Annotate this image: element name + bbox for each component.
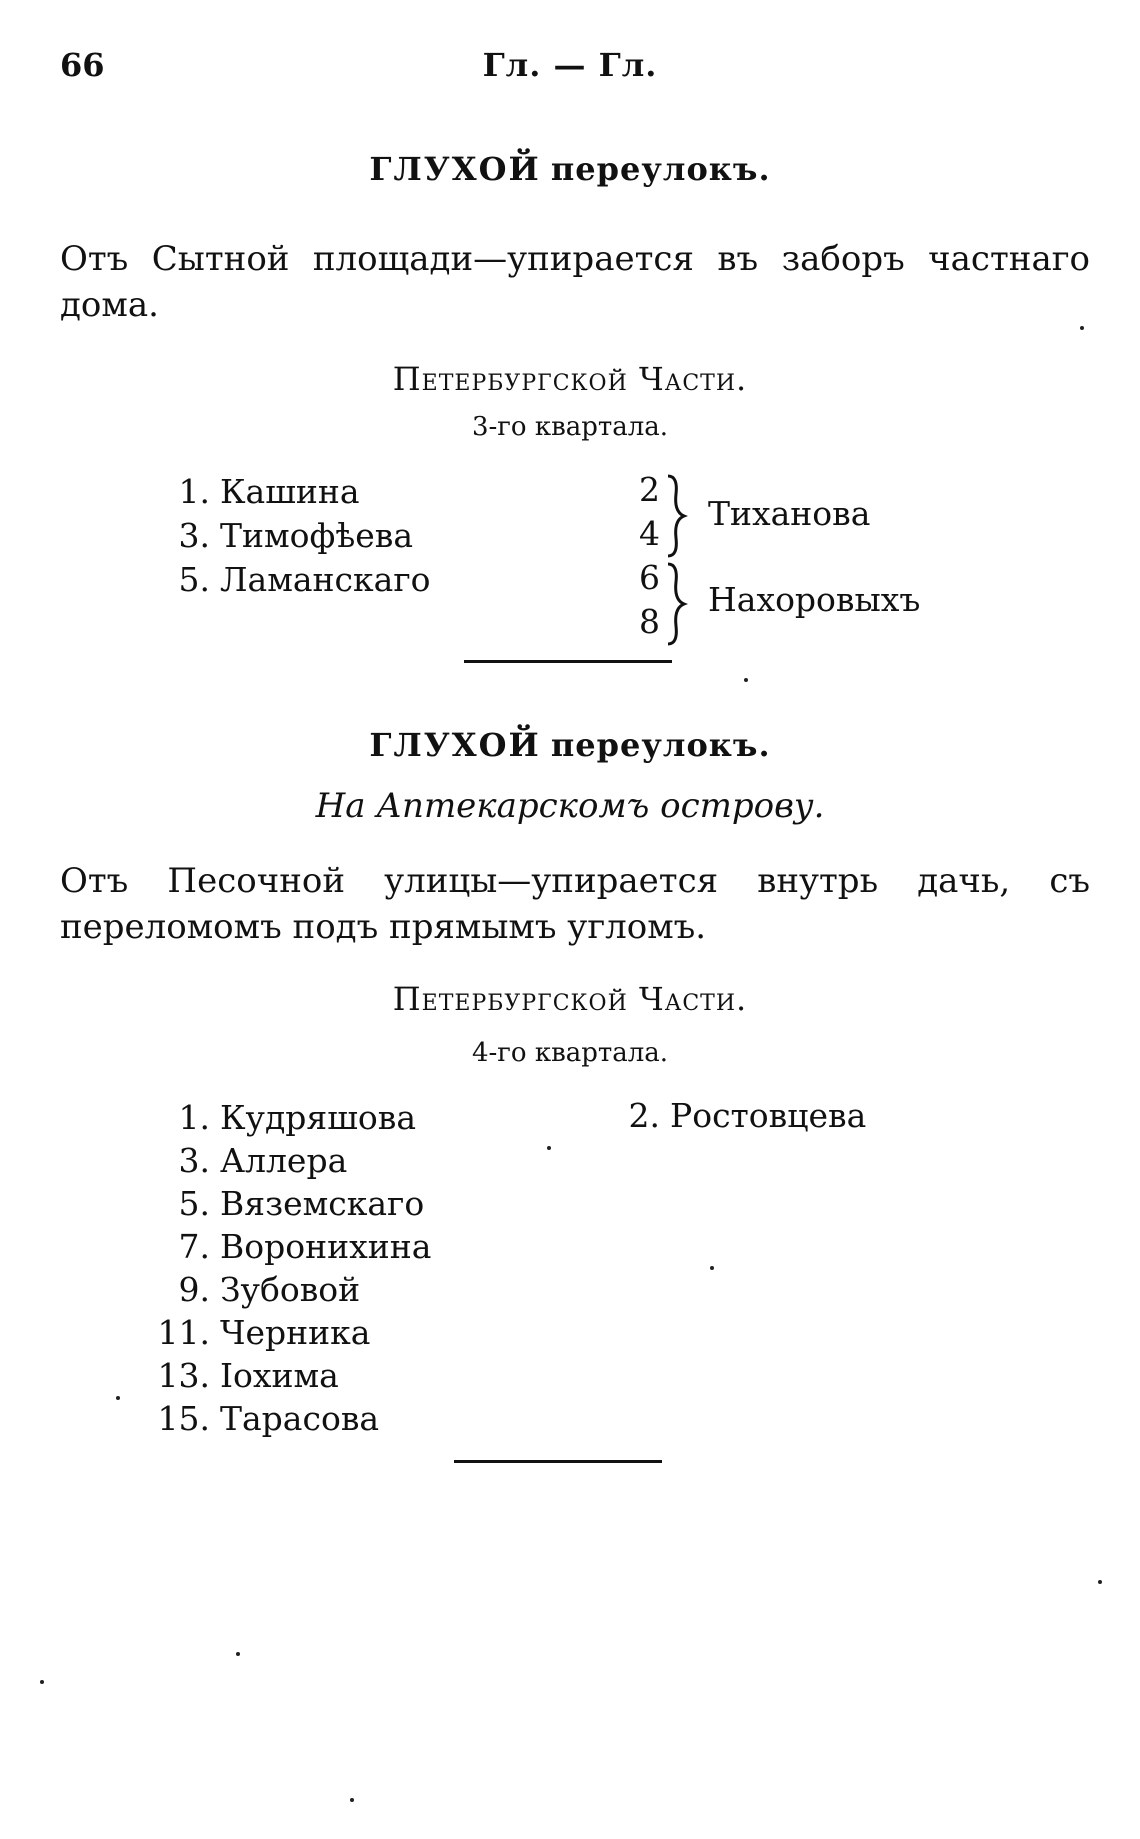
- section-2-title: [0, 726, 1140, 764]
- owner-name: Ростовцева: [670, 1096, 867, 1135]
- scan-speck: [40, 1680, 44, 1684]
- owner-name: Зубовой: [220, 1270, 361, 1309]
- list-item: [150, 560, 431, 599]
- brace-icon: [664, 562, 688, 646]
- owner-name: Кудряшова: [220, 1098, 417, 1137]
- scan-speck: [744, 678, 748, 682]
- owner-name: Вяземскаго: [220, 1184, 425, 1223]
- list-item: [150, 1227, 431, 1266]
- list-item: [150, 1141, 347, 1180]
- house-number: 2.: [628, 1096, 660, 1135]
- owner-name: Іохима: [220, 1356, 339, 1395]
- section-1-title: [0, 150, 1140, 188]
- owner-name: Черника: [220, 1313, 371, 1352]
- list-item: [150, 516, 413, 555]
- section-divider: [464, 660, 672, 663]
- house-number: 6: [639, 558, 660, 597]
- section-2-quarter: 4-го квартала.: [471, 1038, 669, 1068]
- running-head: Гл. — Гл.: [482, 46, 658, 84]
- house-number: 5.: [178, 560, 210, 599]
- house-number: 2: [639, 470, 660, 509]
- list-item: [150, 1098, 416, 1137]
- scan-speck: [350, 1798, 354, 1802]
- list-item: [616, 1096, 866, 1135]
- house-number: 9.: [178, 1270, 210, 1309]
- scan-speck: [547, 1146, 551, 1150]
- owner-name: Аллера: [220, 1141, 348, 1180]
- section-1-title-caps: ГЛУХОЙ: [369, 150, 541, 188]
- house-number: 7.: [178, 1227, 210, 1266]
- list-item: [150, 1270, 360, 1309]
- section-1-description: Отъ Сытной площади—упирается въ заборъ частнаго дома.: [60, 239, 1090, 325]
- scan-speck: [116, 1396, 120, 1400]
- house-number: 4: [639, 514, 660, 553]
- list-item: [150, 1356, 339, 1395]
- scan-speck: [1098, 1580, 1102, 1584]
- house-number: 15.: [157, 1399, 210, 1438]
- scan-speck: [236, 1652, 240, 1656]
- list-item: [150, 472, 360, 511]
- list-item: [150, 1184, 424, 1223]
- owner-name: Тимофѣева: [220, 516, 414, 555]
- section-1-district: Петербургской Части.: [392, 360, 748, 398]
- scan-speck: [710, 1266, 714, 1270]
- owner-name: Воронихина: [220, 1227, 432, 1266]
- owner-name: Нахоровыхъ: [708, 580, 921, 619]
- list-item: [150, 1313, 370, 1352]
- house-number: 8: [639, 602, 660, 641]
- section-1-title-rest: переулокъ.: [550, 150, 771, 188]
- section-1-quarter: 3-го квартала.: [471, 412, 669, 442]
- owner-name: Ламанскаго: [220, 560, 431, 599]
- house-number: 13.: [157, 1356, 210, 1395]
- house-number: 1.: [178, 472, 210, 511]
- section-2-title-caps: ГЛУХОЙ: [369, 726, 541, 764]
- section-2-description: Отъ Песочной улицы—упирается внутрь дачь, съ переломомъ подъ прямымъ угломъ.: [60, 861, 1090, 947]
- scan-speck: [1080, 326, 1084, 330]
- house-number: 3.: [178, 1141, 210, 1180]
- house-number: 1.: [178, 1098, 210, 1137]
- house-number: 11.: [157, 1313, 210, 1352]
- section-2-title-rest: переулокъ.: [550, 726, 771, 764]
- owner-name: Тарасова: [220, 1399, 380, 1438]
- owner-name: Кашина: [220, 472, 360, 511]
- owner-name: Тиханова: [708, 494, 871, 533]
- house-number: 5.: [178, 1184, 210, 1223]
- section-divider: [454, 1460, 662, 1463]
- page-number: 66: [60, 46, 105, 84]
- section-2-district: Петербургской Части.: [392, 980, 748, 1018]
- house-number: 3.: [178, 516, 210, 555]
- brace-icon: [664, 474, 688, 558]
- section-2-subtitle: На Аптекарскомъ острову.: [315, 786, 825, 826]
- list-item: [150, 1399, 379, 1438]
